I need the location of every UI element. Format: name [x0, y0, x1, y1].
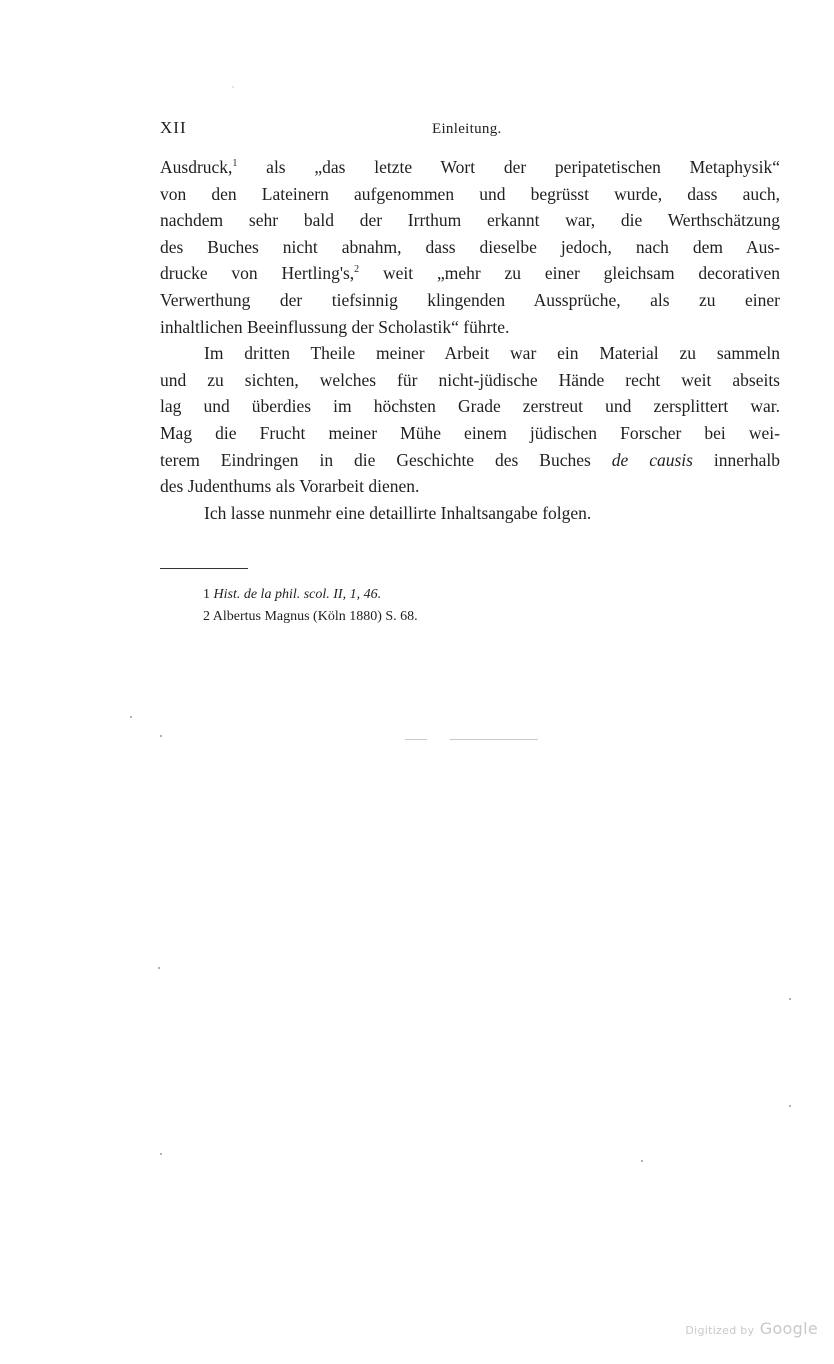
footnotes — [203, 584, 418, 628]
scan-speck — [232, 86, 234, 88]
scan-speck — [160, 1153, 162, 1155]
text-line: drucke von Hertling's,$^2$ weit „mehr zu einer gleichsam decorativen — [160, 263, 780, 284]
scan-speck — [789, 998, 791, 1000]
text-line: inhaltlichen Beeinflussung der Scholastik“ führte. — [160, 316, 510, 337]
digitized-by-google-watermark: Digitized by Google — [685, 1319, 818, 1338]
text-line: nachdem sehr bald der Irrthum erkannt war, die Werthschätzung — [160, 210, 780, 231]
scan-speck — [160, 735, 162, 737]
scan-speck — [158, 967, 160, 969]
text-line: Ich lasse nunmehr eine detaillirte Inhaltsangabe folgen. — [204, 502, 592, 523]
running-head — [160, 118, 780, 142]
text-line: des Judenthums als Vorarbeit dienen. — [160, 476, 420, 497]
scan-speck — [789, 1105, 791, 1107]
scan-artifact — [405, 739, 427, 740]
scan-speck — [641, 1160, 643, 1162]
running-title: Einleitung. — [432, 121, 502, 137]
scan-artifact — [450, 739, 538, 740]
scan-speck — [130, 716, 132, 718]
footnote-rule — [160, 568, 248, 569]
text-line: Mag die Frucht meiner Mühe einem jüdischen Forscher bei wei- — [160, 422, 780, 443]
text-line: terem Eindringen in die Geschichte des Buches de causis innerhalb — [160, 449, 780, 470]
footnote: 1 Hist. de la phil. scol. II, 1, 46. — [203, 587, 382, 602]
italic-title: de causis — [611, 449, 693, 470]
text-line: lag und überdies im höchsten Grade zerstreut und zersplittert war. — [160, 396, 780, 417]
body-text — [160, 154, 780, 526]
footnote-ref[interactable]: 1 — [232, 158, 238, 170]
text-line: von den Lateinern aufgenommen und begrüsst wurde, dass auch, — [160, 183, 780, 204]
text-line: des Buches nicht abnahm, dass dieselbe jedoch, nach dem Aus- — [160, 236, 780, 257]
text-line: Im dritten Theile meiner Arbeit war ein Material zu sammeln — [204, 343, 780, 364]
text-line: Verwerthung der tiefsinnig klingenden Aussprüche, als zu einer — [160, 289, 780, 310]
page-number: XII — [160, 118, 187, 137]
text-line: Ausdruck,$^1$ als „das letzte Wort der peripatetischen Metaphysik“ — [160, 157, 780, 177]
text-line: und zu sichten, welches für nicht-jüdische Hände recht weit abseits — [160, 369, 780, 390]
footnote-ref[interactable]: 2 — [354, 264, 360, 276]
footnote: 2 Albertus Magnus (Köln 1880) S. 68. — [203, 609, 418, 624]
